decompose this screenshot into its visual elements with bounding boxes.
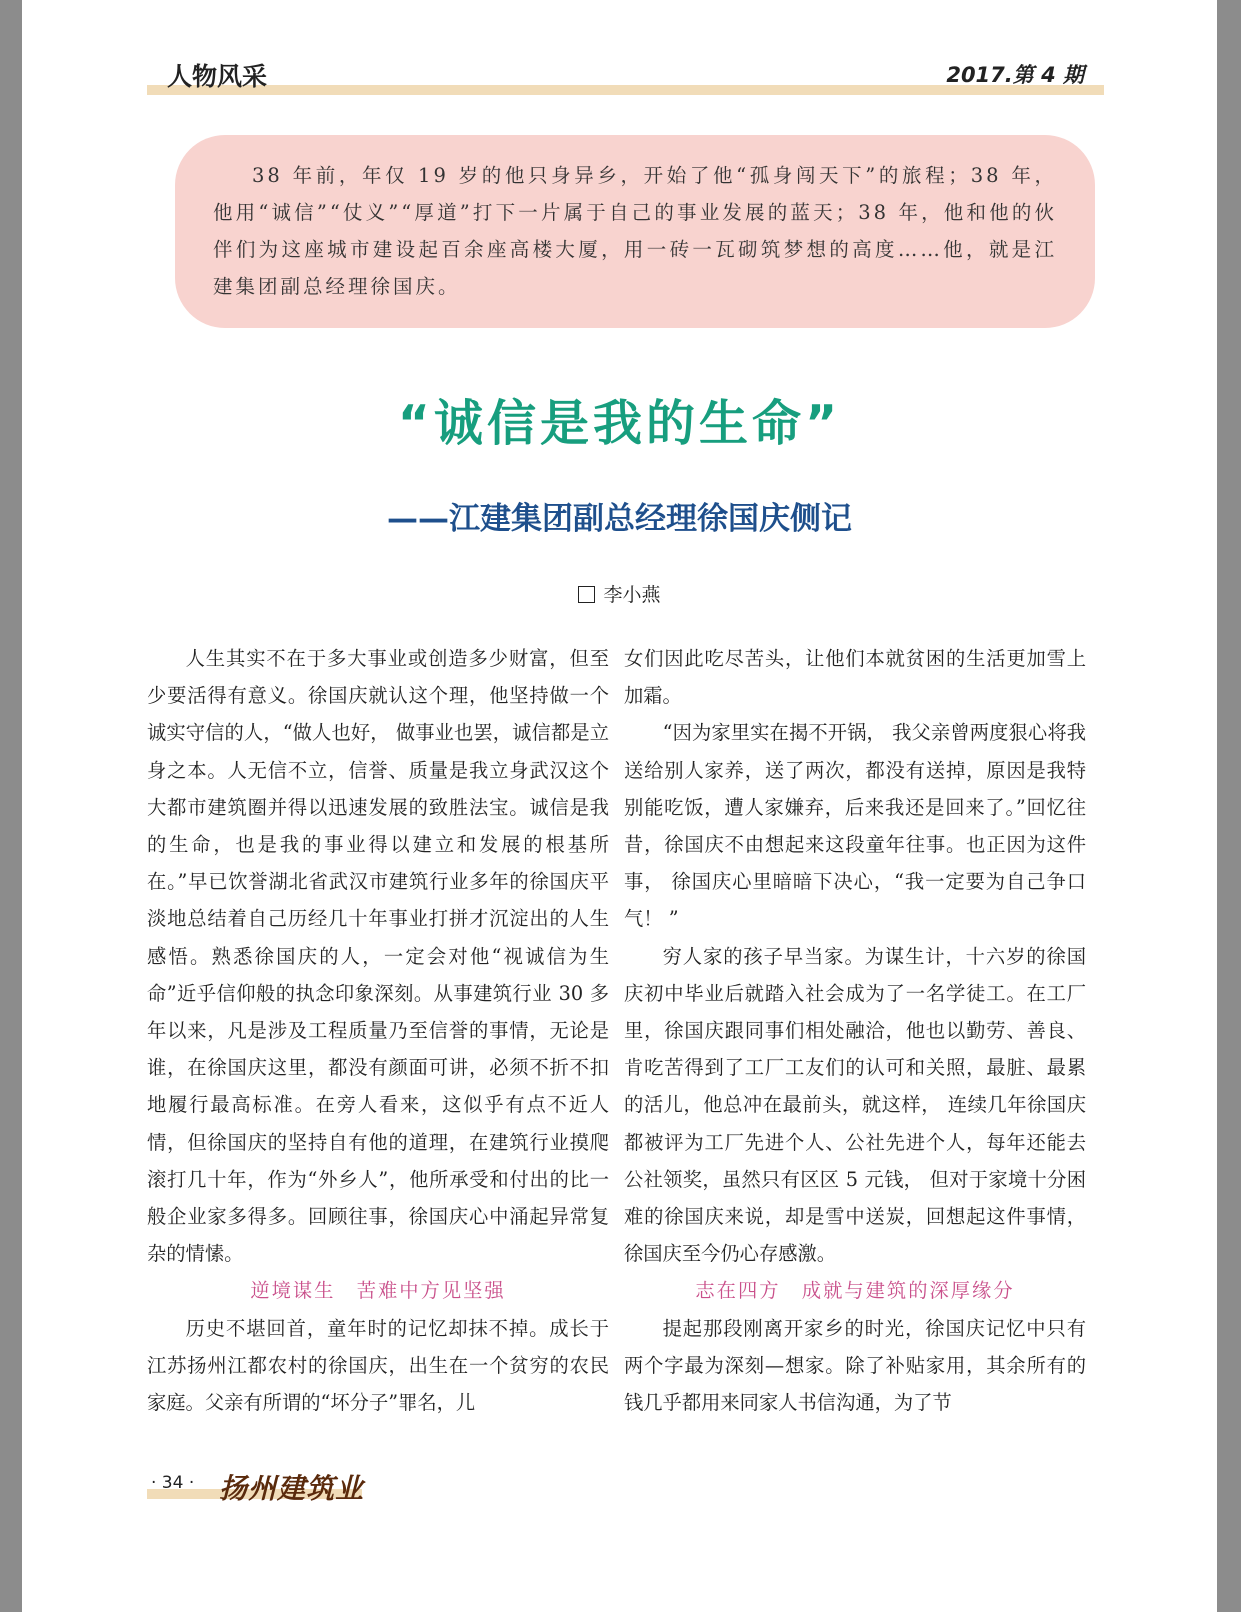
page-number: · 34 · [151,1473,195,1493]
paragraph: 穷人家的孩子早当家。为谋生计，十六岁的徐国庆初中毕业后就踏入社会成为了一名学徒工。在工厂里，徐国庆跟同事们相处融洽，他也以勤劳、善良、肯吃苦得到了工厂工友们的认可和关照，最脏、最累的活儿，他总冲在最前头，就这样， 连续几年徐国庆都被评为工厂先进个人、公社先进个人，每年还能去公社领奖，虽然只有区区 5 元钱， 但对于家境十分困难的徐国庆来说，却是雪中送炭，回想起这件事情，徐国庆至今仍心存感激。 [624,944,1086,1266]
page-footer [147,1473,387,1503]
magazine-logo: 扬州建筑业 [219,1472,365,1505]
issue-label: 2017.第 4 期 [946,63,1084,87]
paragraph: “因为家里实在揭不开锅， 我父亲曾两度狠心将我送给别人家养，送了两次，都没有送掉，原因是我特别能吃饭，遭人家嫌弃，后来我还是回来了。”回忆往昔，徐国庆不由想起来这段童年往事。也正因为这件事， 徐国庆心里暗暗下决心，“我一定要为自己争口气！ ” [624,721,1086,931]
magazine-page [22,0,1217,1612]
article-title: “诚信是我的生命” [397,395,842,452]
page-header [147,55,1104,93]
byline [22,580,1217,607]
right-column [624,640,1086,1421]
abstract-text: 38 年前，年仅 19 岁的他只身异乡，开始了他“孤身闯天下”的旅程；38 年，他用“诚信”“仗义”“厚道”打下一片属于自己的事业发展的蓝天；38 年，他和他的伙伴们为这座城市建设起百余座高楼大厦，用一砖一瓦砌筑梦想的高度……他，就是江建集团副总经理徐国庆。 [213,164,1057,298]
section-heading: 逆境谋生 苦难中方见坚强 [250,1279,506,1303]
paragraph: 女们因此吃尽苦头，让他们本就贫困的生活更加雪上加霜。 [624,647,1086,708]
section-label: 人物风采 [167,62,268,91]
paragraph: 人生其实不在于多大事业或创造多少财富，但至少要活得有意义。徐国庆就认这个理，他坚持做一个诚实守信的人，“做人也好， 做事业也罢，诚信都是立身之本。人无信不立，信誉、质量是我立身武汉这个大都市建筑圈并得以迅速发展的致胜法宝。诚信是我的生命，也是我的事业得以建立和发展的根基所在。”早已饮誉湖北省武汉市建筑行业多年的徐国庆平淡地总结着自己历经几十年事业打拼才沉淀出的人生感悟。熟悉徐国庆的人，一定会对他“视诚信为生命”近乎信仰般的执念印象深刻。从事建筑行业 30 多年以来，凡是涉及工程质量乃至信誉的事情，无论是谁，在徐国庆这里，都没有颜面可讲，必须不折不扣地履行最高标准。在旁人看来，这似乎有点不近人情，但徐国庆的坚持自有他的道理，在建筑行业摸爬滚打几十年，作为“外乡人”，他所承受和付出的比一般企业家多得多。回顾往事，徐国庆心中涌起异常复杂的情愫。 [147,647,609,1266]
paragraph: 历史不堪回首，童年时的记忆却抹不掉。成长于江苏扬州江都农村的徐国庆，出生在一个贫穷的农民家庭。父亲有所谓的“坏分子”罪名，儿 [147,1316,609,1415]
section-heading: 志在四方 成就与建筑的深厚缘分 [695,1279,1015,1303]
article-subtitle: ——江建集团副总经理徐国庆侧记 [387,501,852,537]
abstract-box [175,135,1095,328]
paragraph: 提起那段刚离开家乡的时光，徐国庆记忆中只有两个字最为深刻—想家。除了补贴家用，其余所有的钱几乎都用来同家人书信沟通，为了节 [624,1316,1086,1415]
left-column [147,640,609,1421]
author-name: 李小燕 [603,584,661,606]
square-icon [578,586,595,603]
